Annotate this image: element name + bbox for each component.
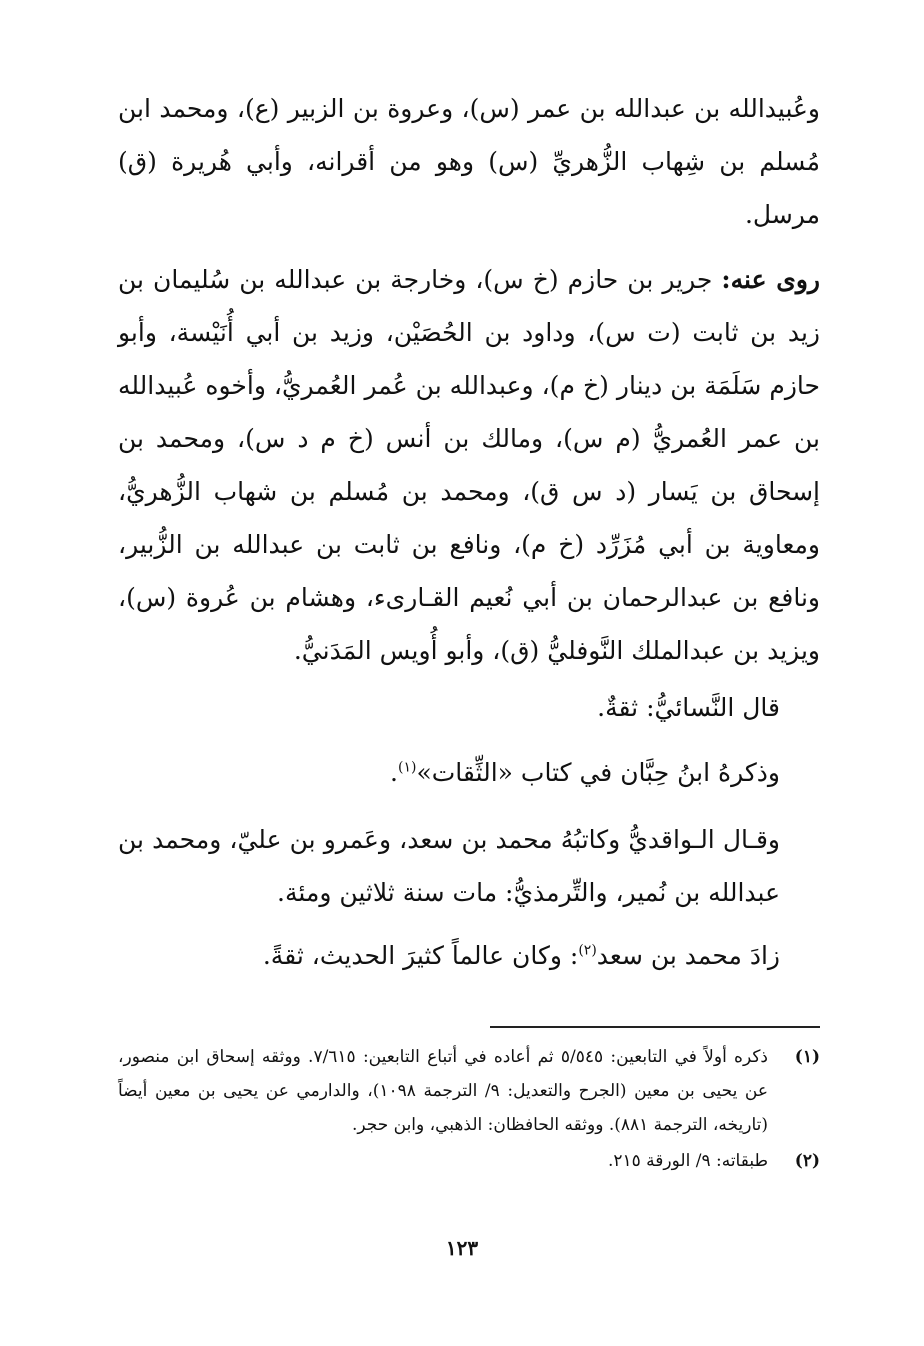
paragraph-nasai [118,681,820,734]
footnotes [118,1040,820,1180]
waqidi-text: وقـال الـواقديُّ وكاتبُهُ محمد بن سعد، وعَمرو بن عليّ، ومحمد بن عبدالله بن نُمير، والتِّرمذيُّ: مات سنة ثلاثين ومئة. [118,825,780,907]
ibn-hibban-end: . [390,758,398,787]
ibn-saad-text-b: : وكان عالماً كثيرَ الحديث، ثقةً. [262,941,579,970]
ibn-saad-text-a: زادَ محمد بن سعد [596,941,780,970]
footnote-number: (٢) [794,1151,820,1171]
paragraph-waqidi [118,813,820,919]
footnote-1 [118,1040,820,1142]
footnote-number: (١) [794,1047,820,1067]
paragraph-sources [118,82,820,241]
paragraph-ibn-hibban [118,746,820,799]
paragraph-narrators [118,253,820,677]
footnote-divider [490,1026,820,1028]
main-text [118,82,820,982]
paragraph-sources-text: وعُبيدالله بن عبدالله بن عمر (س)، وعروة بن الزبير (ع)، ومحمد ابن مُسلم بن شِهاب الزُّهريِّ (س) وهو من أقرانه، وأبي هُريرة (ق) مرسل. [118,94,820,229]
nasai-text: قال النَّسائيُّ: ثقةٌ. [597,693,780,722]
narrators-lead: روى عنه: [721,265,820,294]
paragraph-ibn-saad [118,929,820,982]
narrators-text: جرير بن حازم (خ س)، وخارجة بن عبدالله بن سُليمان بن زيد بن ثابت (ت س)، وداود بن الحُصَيْن، وزيد بن أبي أُنَيْسة، وأبو حازم سَلَمَة بن دينار (خ م)، وعبدالله بن عُمر العُمريُّ، وأخوه عُبيدالله بن عمر العُمريُّ (م س)، ومالك بن أنس (خ م د س)، ومحمد بن إسحاق بن يَسار (د س ق)، ومحمد بن مُسلم بن شهاب الزُّهريُّ، ومعاوية بن أبي مُزَرِّد (خ م)، ونافع بن ثابت بن عبدالله بن الزُّبير، ونافع بن عبدالرحمان بن أبي نُعيم القـارىء، وهشام بن عُروة (س)، ويزيد بن عبدالملك النَّوفليُّ (ق)، وأبو أُويس المَدَنيُّ. [118,265,820,665]
footnote-2 [118,1144,820,1178]
footnote-ref-1[interactable]: (١) [398,759,417,776]
footnote-text: طبقاته: ٩/ الورقة ٢١٥. [607,1151,768,1171]
footnote-ref-2[interactable]: (٢) [578,942,597,959]
page-number: ١٢٣ [445,1236,479,1260]
ibn-hibban-text: وذكرهُ ابنُ حِبَّان في كتاب «الثِّقات» [416,758,780,787]
footnote-text: ذكره أولاً في التابعين: ٥/٥٤٥ ثم أعاده في أتباع التابعين: ٧/٦١٥. ووثقه إسحاق ابن منصور، عن يحيى بن معين (الجرح والتعديل: ٩/ الترجمة ١٠٩٨)، والدارمي عن يحيى بن معين أيضاً (تاريخه، الترجمة ٨٨١). ووثقه الحافظان: الذهبي، وابن حجر. [118,1047,769,1135]
